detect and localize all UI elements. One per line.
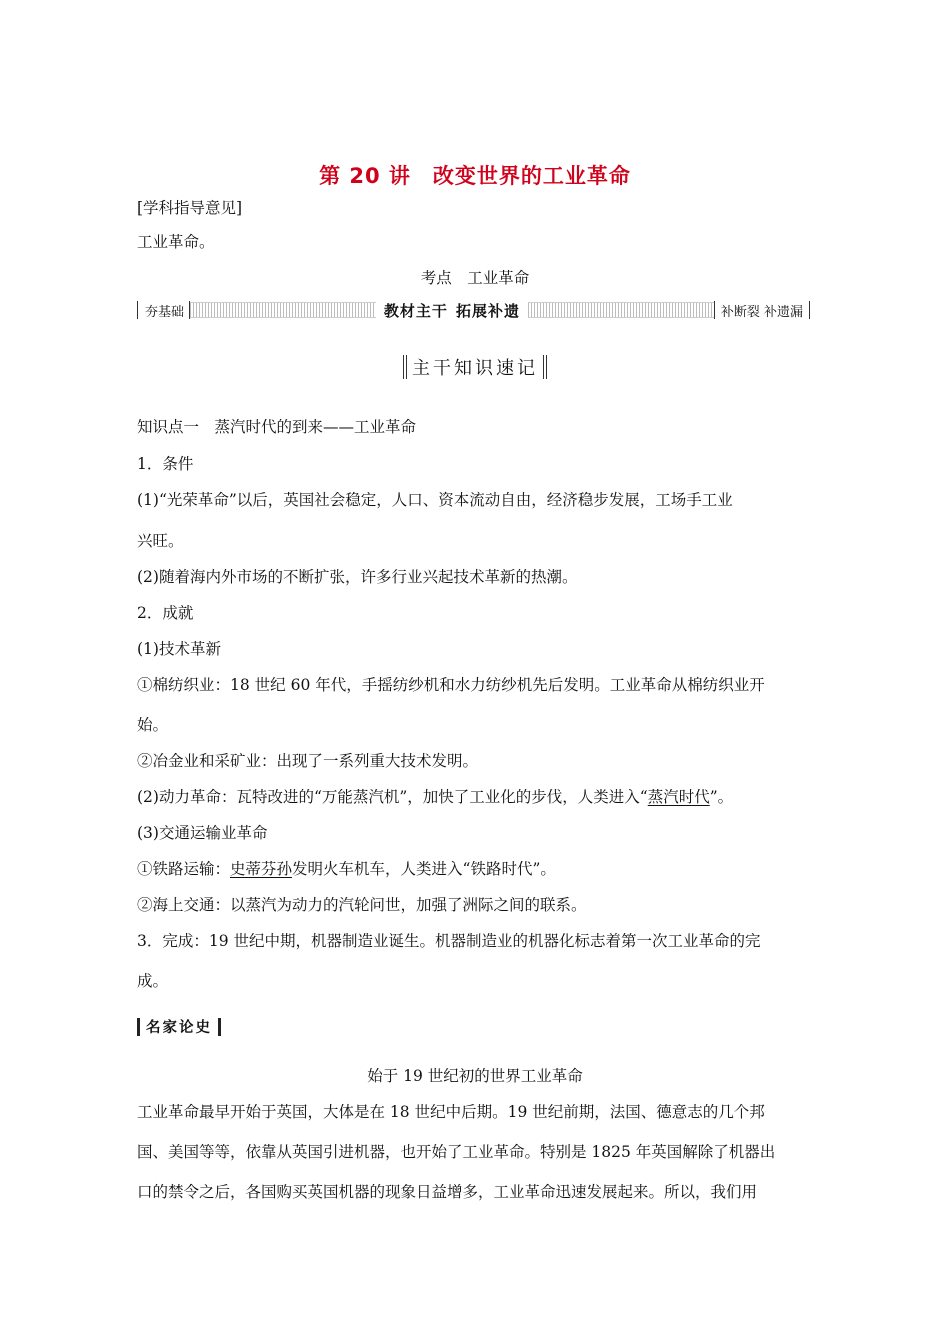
underlined-term: 蒸汽时代: [647, 788, 710, 806]
banner-hatch: [528, 302, 714, 318]
tag-bar-right: [218, 1018, 221, 1036]
section-header-label: 主干知识速记: [412, 358, 538, 379]
banner-right-label: 补断裂 补遗漏: [720, 304, 803, 320]
banner-mid-part1: 教材主干: [383, 301, 448, 320]
section-header-bar-right: [543, 355, 547, 379]
essay-title: 始于 19 世纪初的世界工业革命: [367, 1067, 583, 1085]
body-line: ②冶金业和采矿业：出现了一系列重大技术发明。: [137, 752, 479, 770]
body-line: 兴旺。: [137, 532, 184, 550]
banner-left-label: 夯基础: [145, 304, 185, 320]
text-span: ①铁路运输：: [137, 860, 231, 878]
essay-line: 工业革命最早开始于英国，大体是在 18 世纪中后期。19 世纪前期，法国、德意志的几个邦: [137, 1103, 765, 1121]
section-tag: [137, 1016, 221, 1037]
section-header-bar-left: [403, 355, 407, 379]
knowledge-point-title: 知识点一 蒸汽时代的到来——工业革命: [137, 418, 417, 436]
banner-divider: [809, 301, 810, 319]
banner-hatch: [190, 302, 376, 318]
body-line: [137, 857, 556, 879]
essay-line: 口的禁令之后，各国购买英国机器的现象日益增多，工业革命迅速发展起来。所以，我们用: [137, 1183, 758, 1201]
text-span: (2)动力革命：瓦特改进的“万能蒸汽机”，加快了工业化的步伐，人类进入“: [137, 788, 648, 806]
text-span: 发明火车机车，人类进入“铁路时代”。: [292, 860, 556, 878]
body-line: (1)“光荣革命”以后，英国社会稳定，人口、资本流动自由，经济稳步发展，工场手工业: [137, 491, 733, 509]
text-span: ”。: [709, 788, 734, 806]
guidance-heading: [学科指导意见]: [137, 199, 243, 217]
underlined-term: 史蒂芬孙: [230, 860, 293, 878]
banner-mid-part2: 拓展补遗: [455, 301, 520, 320]
guidance-text: 工业革命。: [137, 233, 215, 251]
essay-line: 国、美国等等，依靠从英国引进机器，也开始了工业革命。特别是 1825 年英国解除了机器出: [137, 1143, 776, 1161]
tag-label: 名家论史: [146, 1020, 212, 1036]
kaodian-heading: 考点 工业革命: [420, 269, 530, 287]
body-line: [137, 785, 733, 807]
body-line: 2．成就: [137, 604, 194, 622]
body-line: ①棉纺织业：18 世纪 60 年代，手摇纺纱机和水力纺纱机先后发明。工业革命从棉纺织业开: [137, 676, 765, 694]
page-title: 第 20 讲 改变世界的工业革命: [319, 164, 631, 188]
body-line: 3．完成：19 世纪中期，机器制造业诞生。机器制造业的机器化标志着第一次工业革命的完: [137, 932, 761, 950]
body-line: 1．条件: [137, 455, 194, 473]
banner-center-label: [376, 300, 528, 321]
body-line: 始。: [137, 716, 169, 734]
body-line: (1)技术革新: [137, 640, 221, 658]
body-line: (3)交通运输业革命: [137, 824, 268, 842]
body-line: ②海上交通：以蒸汽为动力的汽轮问世，加强了洲际之间的联系。: [137, 896, 587, 914]
body-line: (2)随着海内外市场的不断扩张，许多行业兴起技术革新的热潮。: [137, 568, 578, 586]
body-line: 成。: [137, 972, 169, 990]
section-header: [0, 354, 950, 380]
section-banner: [137, 298, 810, 322]
